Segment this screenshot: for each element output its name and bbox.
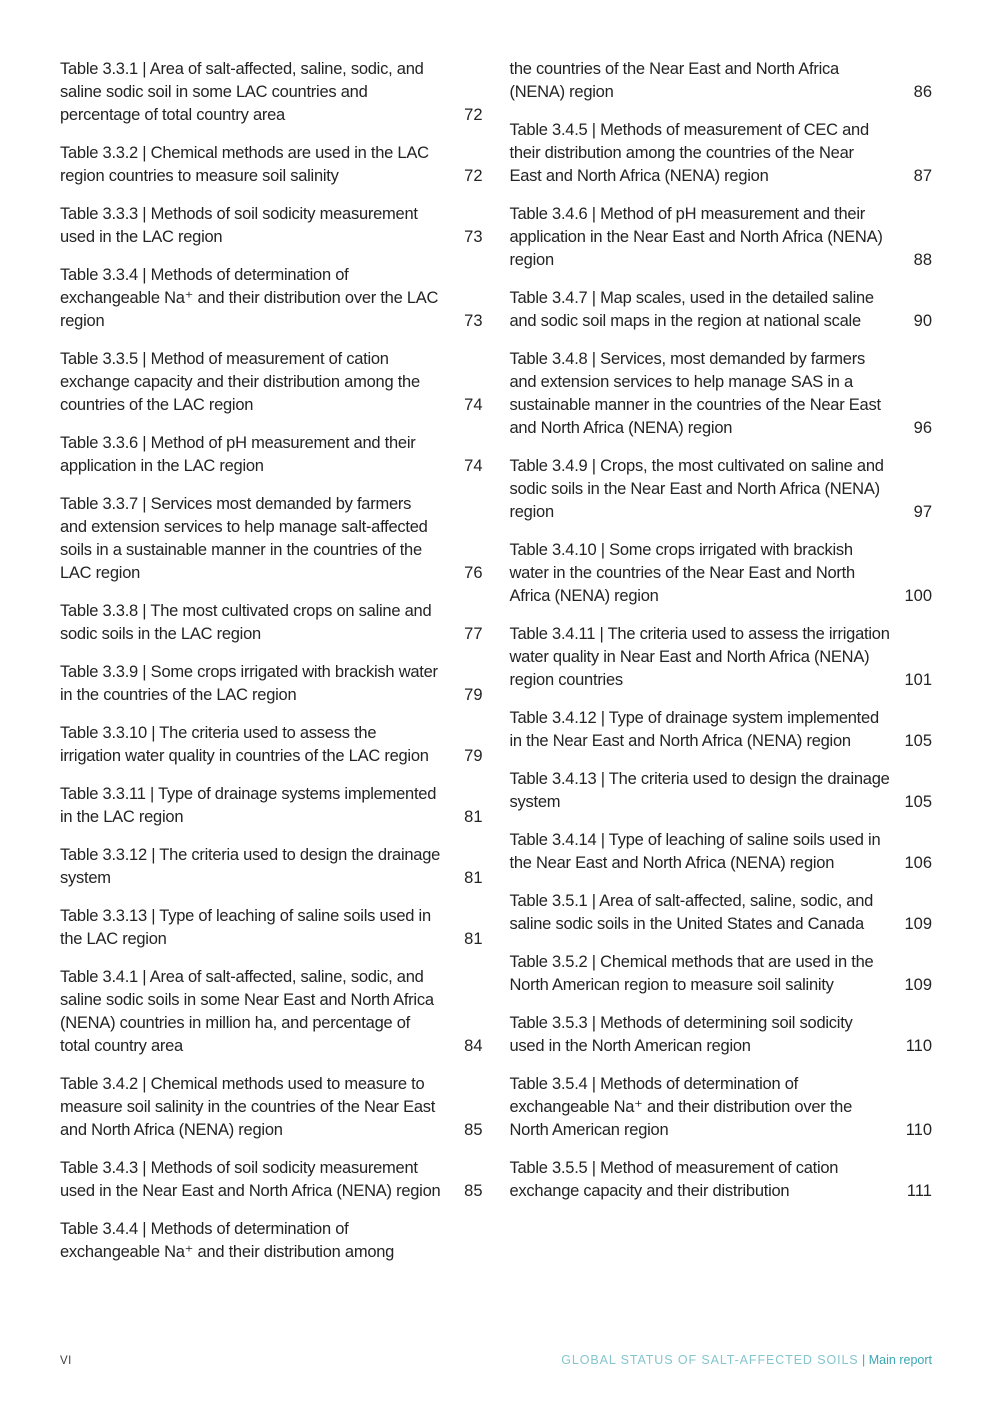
toc-entry-page: 100 xyxy=(904,587,932,605)
toc-entry-page: 79 xyxy=(464,747,483,765)
toc-entry-label: Table 3.4.5 | Methods of measurement of CEC and their distribution among the countries of the Near East and North Africa (NENA) region xyxy=(509,121,869,185)
toc-entry xyxy=(510,829,933,875)
toc-column-left xyxy=(60,58,483,1279)
toc-entry xyxy=(60,58,483,127)
toc-entry-page: 111 xyxy=(906,1182,932,1200)
toc-entry xyxy=(510,58,933,104)
toc-entry-label: Table 3.4.12 | Type of drainage system implemented in the Near East and North Africa (NENA) region xyxy=(509,709,879,750)
toc-entry-label: Table 3.4.4 | Methods of determination of exchangeable Na⁺ and their distribution among xyxy=(60,1220,395,1261)
toc-entry xyxy=(60,432,483,478)
toc-entry-label: Table 3.5.3 | Methods of determining soil sodicity used in the North American region xyxy=(509,1014,853,1055)
toc-entry xyxy=(510,707,933,753)
toc-entry-label: Table 3.5.2 | Chemical methods that are used in the North American region to measure soil salinity xyxy=(509,953,874,994)
toc-entry xyxy=(60,661,483,707)
footer-report-title xyxy=(561,1353,932,1367)
toc-entry-page: 105 xyxy=(904,732,932,750)
toc-entry xyxy=(510,348,933,440)
toc-entry-label: Table 3.3.4 | Methods of determination of exchangeable Na⁺ and their distribution over the LAC region xyxy=(60,266,439,330)
toc-entry xyxy=(510,287,933,333)
toc-entry-label: Table 3.4.1 | Area of salt-affected, saline, sodic, and saline sodic soils in some Near East and North Africa (NENA) countries in million ha, and percentage of total country area xyxy=(60,968,434,1055)
toc-entry-label: Table 3.3.7 | Services most demanded by farmers and extension services to help manage salt-affected soils in a sustainable manner in the countries of the LAC region xyxy=(60,495,428,582)
toc-entry-page: 87 xyxy=(913,167,932,185)
toc-entry-page: 77 xyxy=(464,625,483,643)
toc-entry-label: Table 3.3.12 | The criteria used to design the drainage system xyxy=(60,846,441,887)
toc-entry xyxy=(60,203,483,249)
toc-entry-page: 81 xyxy=(464,808,483,826)
toc-entry-page: 101 xyxy=(904,671,932,689)
toc-entry xyxy=(510,890,933,936)
toc-entry xyxy=(510,119,933,188)
toc-entry xyxy=(510,203,933,272)
toc-entry-label: the countries of the Near East and North Africa (NENA) region xyxy=(509,60,839,101)
toc-entry-label: Table 3.4.11 | The criteria used to assess the irrigation water quality in Near East and North Africa (NENA) region countries xyxy=(509,625,890,689)
toc-entry-label: Table 3.4.6 | Method of pH measurement and their application in the Near East and North Africa (NENA) region xyxy=(509,205,883,269)
toc-entry xyxy=(60,348,483,417)
toc-entry-label: Table 3.4.10 | Some crops irrigated with brackish water in the countries of the Near East and North Africa (NENA) region xyxy=(509,541,855,605)
toc-entry xyxy=(60,1218,483,1264)
toc-entry-page: 73 xyxy=(464,312,483,330)
toc-entry-label: Table 3.3.2 | Chemical methods are used in the LAC region countries to measure soil salinity xyxy=(60,144,429,185)
toc-entry xyxy=(510,455,933,524)
toc-entry xyxy=(60,264,483,333)
toc-entry-label: Table 3.5.4 | Methods of determination of exchangeable Na⁺ and their distribution over the North American region xyxy=(509,1075,853,1139)
toc-entry-label: Table 3.3.3 | Methods of soil sodicity measurement used in the LAC region xyxy=(60,205,418,246)
toc-entry xyxy=(510,539,933,608)
toc-entry xyxy=(510,951,933,997)
toc-entry-label: Table 3.3.11 | Type of drainage systems implemented in the LAC region xyxy=(60,785,437,826)
toc-entry-page: 97 xyxy=(913,503,932,521)
toc-entry-page: 109 xyxy=(904,915,932,933)
toc-entry-page: 88 xyxy=(913,251,932,269)
toc-entry-label: Table 3.4.8 | Services, most demanded by farmers and extension services to help manage SAS in a sustainable manner in the countries of the Near East and North Africa (NENA) region xyxy=(509,350,881,437)
toc-entry-page: 86 xyxy=(913,83,932,101)
toc-entry xyxy=(510,1073,933,1142)
toc-entry xyxy=(60,1073,483,1142)
toc-entry-page: 109 xyxy=(904,976,932,994)
toc-entry-page: 74 xyxy=(464,396,483,414)
toc-entry-label: Table 3.4.3 | Methods of soil sodicity measurement used in the Near East and North Africa (NENA) region xyxy=(60,1159,441,1200)
toc-entry-page: 84 xyxy=(464,1037,483,1055)
toc-entry xyxy=(60,1157,483,1203)
toc-entry-page: 96 xyxy=(913,419,932,437)
toc-entry xyxy=(60,600,483,646)
toc-entry xyxy=(510,1012,933,1058)
toc-entry-page: 73 xyxy=(464,228,483,246)
toc-entry-label: Table 3.4.13 | The criteria used to design the drainage system xyxy=(509,770,890,811)
toc-entry-page: 85 xyxy=(464,1182,483,1200)
toc-entry xyxy=(60,142,483,188)
footer-report-title-caps: GLOBAL STATUS OF SALT-AFFECTED SOILS xyxy=(561,1353,859,1367)
toc-entry-label: Table 3.3.5 | Method of measurement of cation exchange capacity and their distribution among the countries of the LAC region xyxy=(60,350,420,414)
toc-column-right xyxy=(510,58,933,1279)
page-footer xyxy=(60,1353,932,1367)
toc-entry-page: 85 xyxy=(464,1121,483,1139)
toc-entry-label: Table 3.3.8 | The most cultivated crops on saline and sodic soils in the LAC region xyxy=(60,602,432,643)
toc-entry xyxy=(60,783,483,829)
toc-entry-page: 72 xyxy=(464,106,483,124)
toc-entry-page: 110 xyxy=(905,1037,932,1055)
toc-columns xyxy=(60,58,932,1279)
toc-entry-label: Table 3.4.2 | Chemical methods used to measure to measure soil salinity in the countries of the Near East and North Africa (NENA) region xyxy=(60,1075,436,1139)
toc-entry xyxy=(510,623,933,692)
toc-entry-label: Table 3.4.9 | Crops, the most cultivated on saline and sodic soils in the Near East and North Africa (NENA) region xyxy=(509,457,884,521)
toc-entry-page: 106 xyxy=(904,854,932,872)
toc-entry-page: 90 xyxy=(913,312,932,330)
toc-entry-page: 81 xyxy=(464,930,483,948)
toc-entry-label: Table 3.4.14 | Type of leaching of saline soils used in the Near East and North Africa (NENA) region xyxy=(509,831,881,872)
toc-entry-page: 79 xyxy=(464,686,483,704)
toc-entry-page: 72 xyxy=(464,167,483,185)
toc-entry xyxy=(60,966,483,1058)
toc-entry-page: 105 xyxy=(904,793,932,811)
toc-entry-label: Table 3.3.10 | The criteria used to assess the irrigation water quality in countries of the LAC region xyxy=(60,724,429,765)
toc-entry-page: 76 xyxy=(464,564,483,582)
toc-entry-label: Table 3.5.5 | Method of measurement of cation exchange capacity and their distribution xyxy=(509,1159,839,1200)
toc-entry xyxy=(60,844,483,890)
toc-entry xyxy=(60,493,483,585)
toc-entry-label: Table 3.5.1 | Area of salt-affected, saline, sodic, and saline sodic soils in the United States and Canada xyxy=(509,892,874,933)
footer-report-title-rest: | Main report xyxy=(862,1353,932,1367)
toc-entry-label: Table 3.3.13 | Type of leaching of saline soils used in the LAC region xyxy=(60,907,431,948)
toc-entry xyxy=(510,1157,933,1203)
toc-entry-page: 81 xyxy=(464,869,483,887)
toc-entry-page: 110 xyxy=(905,1121,932,1139)
toc-entry-label: Table 3.3.1 | Area of salt-affected, saline, sodic, and saline sodic soil in some LAC countries and percentage of total country area xyxy=(60,60,424,124)
toc-entry xyxy=(60,905,483,951)
toc-entry xyxy=(60,722,483,768)
toc-entry xyxy=(510,768,933,814)
toc-entry-label: Table 3.3.9 | Some crops irrigated with brackish water in the countries of the LAC region xyxy=(60,663,438,704)
toc-entry-label: Table 3.4.7 | Map scales, used in the detailed saline and sodic soil maps in the region at national scale xyxy=(509,289,874,330)
footer-page-number: VI xyxy=(60,1355,72,1367)
toc-entry-label: Table 3.3.6 | Method of pH measurement and their application in the LAC region xyxy=(60,434,416,475)
toc-entry-page: 74 xyxy=(464,457,483,475)
